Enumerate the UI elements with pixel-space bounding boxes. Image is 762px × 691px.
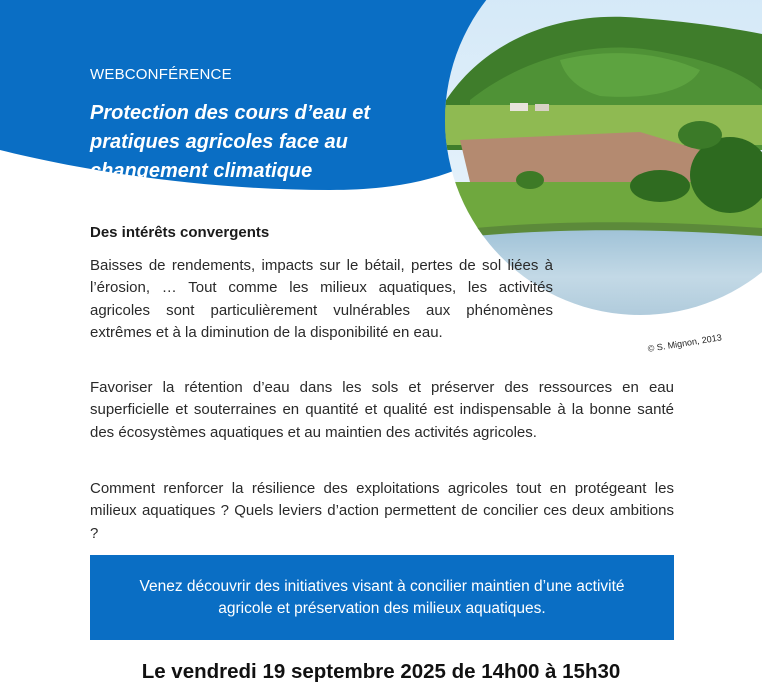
section-heading: Des intérêts convergents: [90, 224, 270, 241]
body-paragraph: Favoriser la rétention d’eau dans les sols et préserver des ressources en eau superficielle et souterraines en quantité et qualité est indispensable à la bonne santé des écosystèmes aquatiques et au maintien des activités agricoles.: [90, 379, 674, 441]
callout-box: [90, 555, 674, 640]
event-date: Le vendredi 19 septembre 2025 de 14h00 à 15h30: [141, 660, 621, 683]
callout-text: Venez découvrir des initiatives visant à concilier maintien d’une activité agricole et préservation des milieux aquatiques.: [139, 577, 625, 617]
photo-credit: © S. Mignon, 2013: [647, 332, 723, 354]
page-title: Protection des cours d’eau et pratiques agricoles face au changement climatique: [90, 102, 371, 182]
question-paragraph: Comment renforcer la résilience des exploitations agricoles tout en protégeant les milieux aquatiques ? Quels leviers d’action permettent de concilier ces deux ambitions ?: [90, 480, 674, 542]
intro-paragraph: Baisses de rendements, impacts sur le bétail, pertes de sol liées à l’érosion, … Tout comme les milieux aquatiques, les activités agricoles sont particulièrement vulnérables aux phénomènes extrêmes et à la diminution de la disponibilité en eau.: [90, 257, 553, 342]
event-type-label: WEBCONFÉRENCE: [90, 66, 232, 83]
